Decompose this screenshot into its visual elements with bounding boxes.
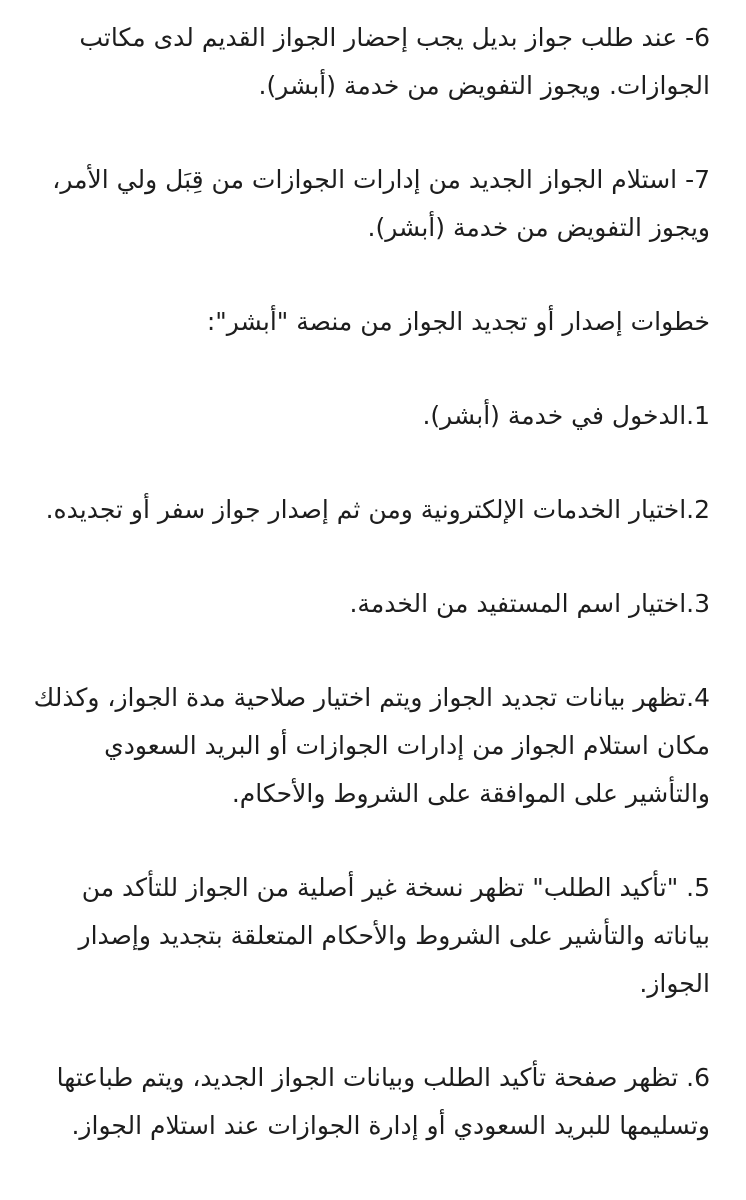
step-6: 6. تظهر صفحة تأكيد الطلب وبيانات الجواز الجديد، ويتم طباعتها وتسليمها للبريد السعودي أو إدارة الجوازات عند استلام الجواز.	[56, 1063, 710, 1140]
step-2: 2.اختيار الخدمات الإلكترونية ومن ثم إصدار جواز سفر أو تجديده.	[45, 495, 710, 524]
passport-replacement-note: 6- عند طلب جواز بديل يجب إحضار الجواز القديم لدى مكاتب الجوازات. ويجوز التفويض من خدمة (أبشر).	[79, 23, 710, 100]
step-4: 4.تظهر بيانات تجديد الجواز ويتم اختيار صلاحية مدة الجواز، وكذلك مكان استلام الجواز من إدارات الجوازات أو البريد السعودي والتأشير على الموافقة على الشروط والأحكام.	[33, 683, 710, 808]
passport-pickup-note: 7- استلام الجواز الجديد من إدارات الجوازات من قِبَل ولي الأمر، ويجوز التفويض من خدمة (أبشر).	[52, 165, 710, 242]
absher-steps-heading: خطوات إصدار أو تجديد الجواز من منصة "أبشر":	[206, 307, 710, 336]
step-3: 3.اختيار اسم المستفيد من الخدمة.	[349, 589, 710, 618]
step-1: 1.الدخول في خدمة (أبشر).	[422, 401, 710, 430]
step-5: 5. "تأكيد الطلب" تظهر نسخة غير أصلية من الجواز للتأكد من بياناته والتأشير على الشروط والأحكام المتعلقة بتجديد وإصدار الجواز.	[78, 873, 710, 998]
